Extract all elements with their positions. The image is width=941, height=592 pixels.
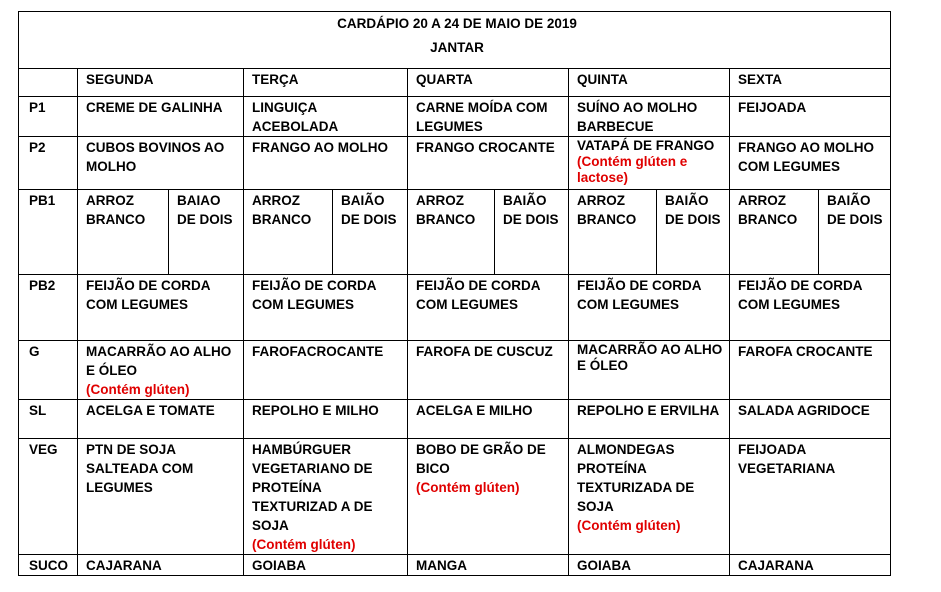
dish-name: MACARRÃO AO ALHO E ÓLEO xyxy=(86,344,232,378)
row-label-g: G xyxy=(19,341,78,400)
day-header-wednesday: QUARTA xyxy=(408,69,569,97)
cell-g-thursday: MACARRÃO AO ALHO E ÓLEO xyxy=(569,341,730,400)
row-label-suco: SUCO xyxy=(19,555,78,576)
row-label-pb2: PB2 xyxy=(19,275,78,341)
dish-name: HAMBÚRGUER VEGETARIANO DE PROTEÍNA TEXTURIZAD A DE SOJA xyxy=(252,442,373,533)
dish-name: BOBO DE GRÃO DE BICO xyxy=(416,442,546,476)
table-row-p1 xyxy=(19,97,891,137)
cell-sl-monday: ACELGA E TOMATE xyxy=(78,400,244,439)
table-row-suco xyxy=(19,555,891,576)
cell-pb2-tuesday: FEIJÃO DE CORDA COM LEGUMES xyxy=(244,275,408,341)
row-label-p1: P1 xyxy=(19,97,78,137)
day-header-monday: SEGUNDA xyxy=(78,69,244,97)
allergen-note: (Contém glúten e lactose) xyxy=(577,154,688,185)
menu-table xyxy=(18,11,891,576)
cell-pb1-tuesday-b: BAIÃO DE DOIS xyxy=(333,190,408,275)
cell-sl-wednesday: ACELGA E MILHO xyxy=(408,400,569,439)
cell-pb1-monday-b: BAIAO DE DOIS xyxy=(169,190,244,275)
table-row-pb1 xyxy=(19,190,891,275)
allergen-note: (Contém glúten) xyxy=(86,382,190,397)
cell-g-monday xyxy=(78,341,244,400)
cell-suco-tuesday: GOIABA xyxy=(244,555,408,576)
cell-g-friday: FAROFA CROCANTE xyxy=(730,341,891,400)
cell-p2-wednesday: FRANGO CROCANTE xyxy=(408,137,569,190)
cell-veg-tuesday xyxy=(244,439,408,555)
cell-veg-thursday xyxy=(569,439,730,555)
table-row-p2 xyxy=(19,137,891,190)
allergen-note: (Contém glúten) xyxy=(577,518,681,533)
cell-veg-monday: PTN DE SOJA SALTEADA COM LEGUMES xyxy=(78,439,244,555)
cell-p1-friday: FEIJOADA xyxy=(730,97,891,137)
cell-suco-friday: CAJARANA xyxy=(730,555,891,576)
table-row-veg xyxy=(19,439,891,555)
cell-sl-thursday: REPOLHO E ERVILHA xyxy=(569,400,730,439)
day-header-thursday: QUINTA xyxy=(569,69,730,97)
cell-sl-tuesday: REPOLHO E MILHO xyxy=(244,400,408,439)
cell-pb1-wednesday-b: BAIÃO DE DOIS xyxy=(495,190,569,275)
cell-p2-monday: CUBOS BOVINOS AO MOLHO xyxy=(78,137,244,190)
row-label-p2: P2 xyxy=(19,137,78,190)
cell-pb1-monday-a: ARROZ BRANCO xyxy=(78,190,169,275)
cell-veg-wednesday xyxy=(408,439,569,555)
cell-p1-monday: CREME DE GALINHA xyxy=(78,97,244,137)
cell-pb2-friday: FEIJÃO DE CORDA COM LEGUMES xyxy=(730,275,891,341)
cell-suco-thursday: GOIABA xyxy=(569,555,730,576)
cell-pb2-thursday: FEIJÃO DE CORDA COM LEGUMES xyxy=(569,275,730,341)
cell-suco-wednesday: MANGA xyxy=(408,555,569,576)
allergen-note: (Contém glúten) xyxy=(252,537,356,552)
cell-p2-friday: FRANGO AO MOLHO COM LEGUMES xyxy=(730,137,891,190)
dish-name: VATAPÁ DE FRANGO xyxy=(577,138,715,153)
meal-subtitle: JANTAR xyxy=(430,40,484,55)
row-label-sl: SL xyxy=(19,400,78,439)
table-row-pb2 xyxy=(19,275,891,341)
cell-pb1-thursday-a: ARROZ BRANCO xyxy=(569,190,657,275)
cell-p2-thursday xyxy=(569,137,730,190)
cell-g-wednesday: FAROFA DE CUSCUZ xyxy=(408,341,569,400)
cell-pb1-friday-b: BAIÃO DE DOIS xyxy=(819,190,891,275)
day-header-friday: SEXTA xyxy=(730,69,891,97)
dish-name: ALMONDEGAS PROTEÍNA TEXTURIZADA DE SOJA xyxy=(577,442,695,514)
cell-sl-friday: SALADA AGRIDOCE xyxy=(730,400,891,439)
cell-pb1-friday-a: ARROZ BRANCO xyxy=(730,190,819,275)
cell-pb2-monday: FEIJÃO DE CORDA COM LEGUMES xyxy=(78,275,244,341)
cell-veg-friday: FEIJOADA VEGETARIANA xyxy=(730,439,891,555)
menu-header xyxy=(19,12,891,69)
cell-p1-wednesday: CARNE MOÍDA COM LEGUMES xyxy=(408,97,569,137)
table-row-g xyxy=(19,341,891,400)
menu-title: CARDÁPIO 20 A 24 DE MAIO DE 2019 xyxy=(337,16,577,31)
cell-pb2-wednesday: FEIJÃO DE CORDA COM LEGUMES xyxy=(408,275,569,341)
cell-pb1-tuesday-a: ARROZ BRANCO xyxy=(244,190,333,275)
cell-p2-tuesday: FRANGO AO MOLHO xyxy=(244,137,408,190)
cell-pb1-wednesday-a: ARROZ BRANCO xyxy=(408,190,495,275)
allergen-note: (Contém glúten) xyxy=(416,480,520,495)
corner-cell xyxy=(19,69,78,97)
cell-p1-thursday: SUÍNO AO MOLHO BARBECUE xyxy=(569,97,730,137)
cell-suco-monday: CAJARANA xyxy=(78,555,244,576)
row-label-veg: VEG xyxy=(19,439,78,555)
table-row-sl xyxy=(19,400,891,439)
cell-pb1-thursday-b: BAIÃO DE DOIS xyxy=(657,190,730,275)
row-label-pb1: PB1 xyxy=(19,190,78,275)
cell-g-tuesday: FAROFACROCANTE xyxy=(244,341,408,400)
cell-p1-tuesday: LINGUIÇA ACEBOLADA xyxy=(244,97,408,137)
day-header-tuesday: TERÇA xyxy=(244,69,408,97)
